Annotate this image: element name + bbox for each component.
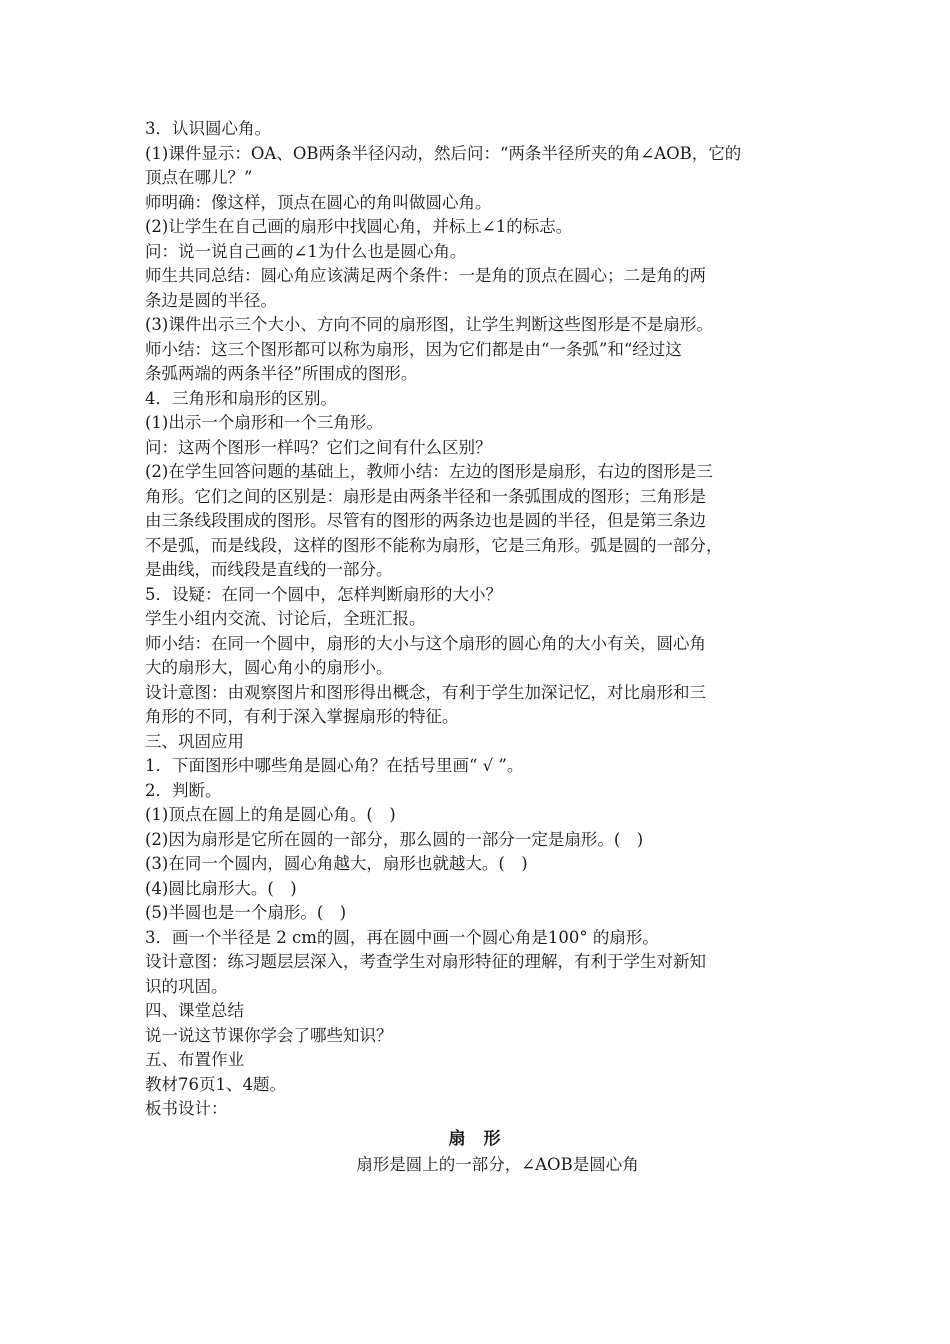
text-line: 板书设计：	[145, 1099, 228, 1118]
text-line: 由三条线段围成的图形。尽管有的图形的两条边也是圆的半径，但是第三条边	[145, 511, 706, 530]
text-line: (5)半圆也是一个扇形。( )	[145, 903, 347, 922]
text-line: 大的扇形大，圆心角小的扇形小。	[145, 658, 393, 677]
text-line: (2)因为扇形是它所在圆的一部分，那么圆的一部分一定是扇形。( )	[145, 829, 644, 849]
text-line: 1．下面图形中哪些角是圆心角？在括号里画“ √ ”。	[145, 756, 524, 775]
text-line: 设计意图：由观察图片和图形得出概念，有利于学生加深记忆，对比扇形和三	[145, 682, 706, 702]
text-line: 识的巩固。	[145, 976, 228, 996]
text-line: 说一说这节课你学会了哪些知识？	[145, 1025, 393, 1045]
text-line: 条弧两端的两条半径”所围成的图形。	[145, 364, 418, 383]
text-line: (1)课件显示：OA、OB两条半径闪动，然后问：“两条半径所夹的角∠AOB，它的	[145, 143, 742, 163]
text-line: 3．认识圆心角。	[145, 119, 271, 138]
board-subtitle: 扇形是圆上的一部分，∠AOB是圆心角	[356, 1154, 639, 1174]
section-heading: 五、布置作业	[145, 1050, 244, 1069]
text-line: 师小结：这三个图形都可以称为扇形，因为它们都是由“一条弧”和“经过这	[145, 339, 682, 359]
text-line: 问：说一说自己画的∠1为什么也是圆心角。	[145, 241, 467, 261]
section-heading: 5．设疑：在同一个圆中，怎样判断扇形的大小？	[145, 584, 502, 604]
text-line: (3)课件出示三个大小、方向不同的扇形图，让学生判断这些图形是不是扇形。	[145, 315, 713, 334]
section-heading: 4．三角形和扇形的区别。	[145, 388, 337, 408]
text-line: 3．画一个半径是 2 cm的圆，再在圆中画一个圆心角是100° 的扇形。	[145, 927, 659, 947]
board-title: 扇 形	[448, 1128, 507, 1149]
text-line: 顶点在哪儿？”	[145, 168, 253, 187]
text-line: (1)出示一个扇形和一个三角形。	[145, 413, 383, 432]
text-line: 是曲线，而线段是直线的一部分。	[145, 560, 393, 579]
document-body	[145, 117, 810, 1122]
text-line: 学生小组内交流、讨论后，全班汇报。	[145, 609, 426, 628]
text-line: (1)顶点在圆上的角是圆心角。( )	[145, 805, 396, 824]
text-line: 教材76页1、4题。	[145, 1074, 286, 1094]
text-line: 师生共同总结：圆心角应该满足两个条件：一是角的顶点在圆心；二是角的两	[145, 266, 706, 285]
text-line: 设计意图：练习题层层深入，考查学生对扇形特征的理解，有利于学生对新知	[145, 952, 706, 971]
text-line: (3)在同一个圆内，圆心角越大，扇形也就越大。( )	[145, 854, 528, 873]
text-line: 条边是圆的半径。	[145, 290, 277, 310]
text-line: 角形。它们之间的区别是：扇形是由两条半径和一条弧围成的图形；三角形是	[145, 486, 706, 506]
document-page	[145, 117, 810, 1178]
section-heading: 四、课堂总结	[145, 1001, 244, 1020]
text-line: 角形的不同，有利于深入掌握扇形的特征。	[145, 707, 459, 726]
text-line: 不是弧，而是线段，这样的图形不能称为扇形，它是三角形。弧是圆的一部分，	[145, 535, 723, 555]
text-line: (2)让学生在自己画的扇形中找圆心角，并标上∠1的标志。	[145, 217, 573, 236]
section-heading: 三、巩固应用	[145, 731, 244, 751]
text-line: (4)圆比扇形大。( )	[145, 878, 297, 898]
text-line: 2．判断。	[145, 780, 222, 800]
text-line: (2)在学生回答问题的基础上，教师小结：左边的图形是扇形，右边的图形是三	[145, 462, 713, 481]
text-line: 师小结：在同一个圆中，扇形的大小与这个扇形的圆心角的大小有关，圆心角	[145, 633, 706, 653]
text-line: 问：这两个图形一样吗？它们之间有什么区别？	[145, 437, 492, 457]
text-line: 师明确：像这样，顶点在圆心的角叫做圆心角。	[145, 192, 492, 212]
